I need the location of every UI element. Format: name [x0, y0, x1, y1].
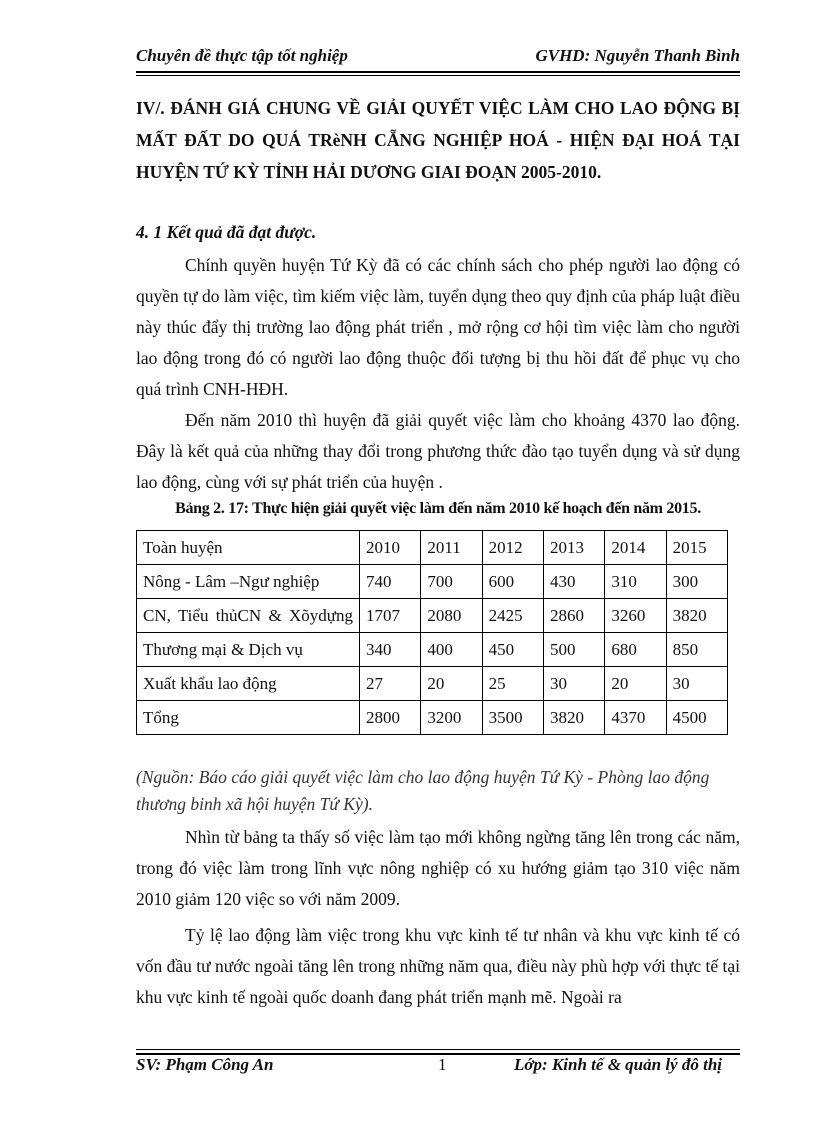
table-cell: 680	[605, 633, 666, 667]
table-cell: 25	[482, 667, 543, 701]
paragraph-private-sector: Tỷ lệ lao động làm việc trong khu vực kinh tế tư nhân và khu vực kinh tế có vốn đầu tư nước ngoài tăng lên trong những năm qua, điều này phù hợp với thực tế tại khu vực kinh tế ngoài quốc doanh đang phát triển mạnh mẽ. Ngoài ra	[136, 925, 740, 1007]
table-caption: Bảng 2. 17: Thực hiện giải quyết việc làm đến năm 2010 kế hoạch đến năm 2015.	[175, 500, 701, 517]
table-row	[137, 599, 728, 633]
table-cell: 740	[360, 565, 421, 599]
section-heading: IV/. ĐÁNH GIÁ CHUNG VỀ GIẢI QUYẾT VIỆC LÀM CHO LAO ĐỘNG BỊ MẤT ĐẤT DO QUÁ TRèNH CẴNG NGHIỆP HOÁ - HIỆN ĐẠI HOÁ TẠI HUYỆN TỨ KỲ TỈNH HẢI DƯƠNG GIAI ĐOẠN 2005-2010.	[136, 98, 740, 182]
header-rule-thin	[136, 75, 740, 76]
table-header-row	[137, 531, 728, 565]
table-cell: 30	[543, 667, 604, 701]
table-row	[137, 667, 728, 701]
table-cell: 27	[360, 667, 421, 701]
table-source-note: (Nguồn: Báo cáo giải quyết việc làm cho lao động huyện Tứ Kỳ - Phòng lao động thương binh xã hội huyện Tứ Kỳ).	[136, 767, 710, 814]
table-cell: 4370	[605, 701, 666, 735]
table-cell: 3820	[543, 701, 604, 735]
table-cell: 30	[666, 667, 727, 701]
table-cell: Xuất khẩu lao động	[137, 667, 360, 701]
header-course-title: Chuyên đề thực tập tốt nghiệp	[136, 46, 348, 65]
table-row	[137, 633, 728, 667]
table-row	[137, 565, 728, 599]
header-rule	[136, 71, 740, 73]
table-cell: 700	[421, 565, 482, 599]
table-header-cell: 2010	[360, 531, 421, 565]
table-cell: Tổng	[137, 701, 360, 735]
employment-table	[136, 530, 728, 735]
table-header-cell: Toàn huyện	[137, 531, 360, 565]
table-cell: Thương mại & Dịch vụ	[137, 633, 360, 667]
paragraph-analysis: Nhìn từ bảng ta thấy số việc làm tạo mới không ngừng tăng lên trong các năm, trong đó việc làm trong lĩnh vực nông nghiệp có xu hướng giảm tạo 310 việc năm 2010 giảm 120 việc so với năm 2009.	[136, 827, 740, 909]
table-total-row	[137, 701, 728, 735]
table-cell: 3500	[482, 701, 543, 735]
table-cell: 4500	[666, 701, 727, 735]
table-cell: 2800	[360, 701, 421, 735]
footer-class: Lớp: Kinh tế & quản lý đô thị	[514, 1055, 722, 1074]
table-header-cell: 2013	[543, 531, 604, 565]
table-cell: 300	[666, 565, 727, 599]
table-cell: 430	[543, 565, 604, 599]
subsection-heading: 4. 1 Kết quả đã đạt được.	[136, 222, 317, 242]
table-cell: 2860	[543, 599, 604, 633]
table-cell: 400	[421, 633, 482, 667]
table-cell: 2425	[482, 599, 543, 633]
header-supervisor: GVHD: Nguyễn Thanh Bình	[535, 46, 740, 65]
table-cell: 3260	[605, 599, 666, 633]
table-cell: Nông - Lâm –Ngư nghiệp	[137, 565, 360, 599]
paragraph-policy: Chính quyền huyện Tứ Kỳ đã có các chính sách cho phép người lao động có quyền tự do làm việc, tìm kiếm việc làm, tuyển dụng theo quy định của pháp luật điều này thúc đẩy thị trường lao động phát triển , mở rộng cơ hội tìm việc làm cho người lao động trong đó có người lao động thuộc đối tượng bị thu hồi đất để phục vụ cho quá trình CNH-HĐH.	[136, 255, 740, 399]
table-cell: 850	[666, 633, 727, 667]
footer-rule-thin	[136, 1049, 740, 1050]
table-cell: 3820	[666, 599, 727, 633]
page-header	[136, 46, 740, 66]
table-header-cell: 2014	[605, 531, 666, 565]
page-footer	[136, 1055, 740, 1081]
table-header-cell: 2015	[666, 531, 727, 565]
table-cell: 20	[421, 667, 482, 701]
table-cell: 600	[482, 565, 543, 599]
table-cell: 3200	[421, 701, 482, 735]
paragraph-result: Đến năm 2010 thì huyện đã giải quyết việc làm cho khoảng 4370 lao động. Đây là kết quả của những thay đổi trong phương thức đào tạo tuyển dụng và sử dụng lao động, cùng với sự phát triển của huyện .	[136, 410, 740, 492]
table-cell: 2080	[421, 599, 482, 633]
table-cell: 20	[605, 667, 666, 701]
footer-student: SV: Phạm Công An	[136, 1055, 274, 1074]
page-number: 1	[438, 1055, 447, 1074]
table-header-cell: 2012	[482, 531, 543, 565]
table-header-cell: 2011	[421, 531, 482, 565]
table-cell: 500	[543, 633, 604, 667]
table-cell: 1707	[360, 599, 421, 633]
table-cell: CN, Tiểu thủCN & Xõydựng	[137, 599, 360, 633]
table-cell: 340	[360, 633, 421, 667]
table-cell: 450	[482, 633, 543, 667]
table-cell: 310	[605, 565, 666, 599]
